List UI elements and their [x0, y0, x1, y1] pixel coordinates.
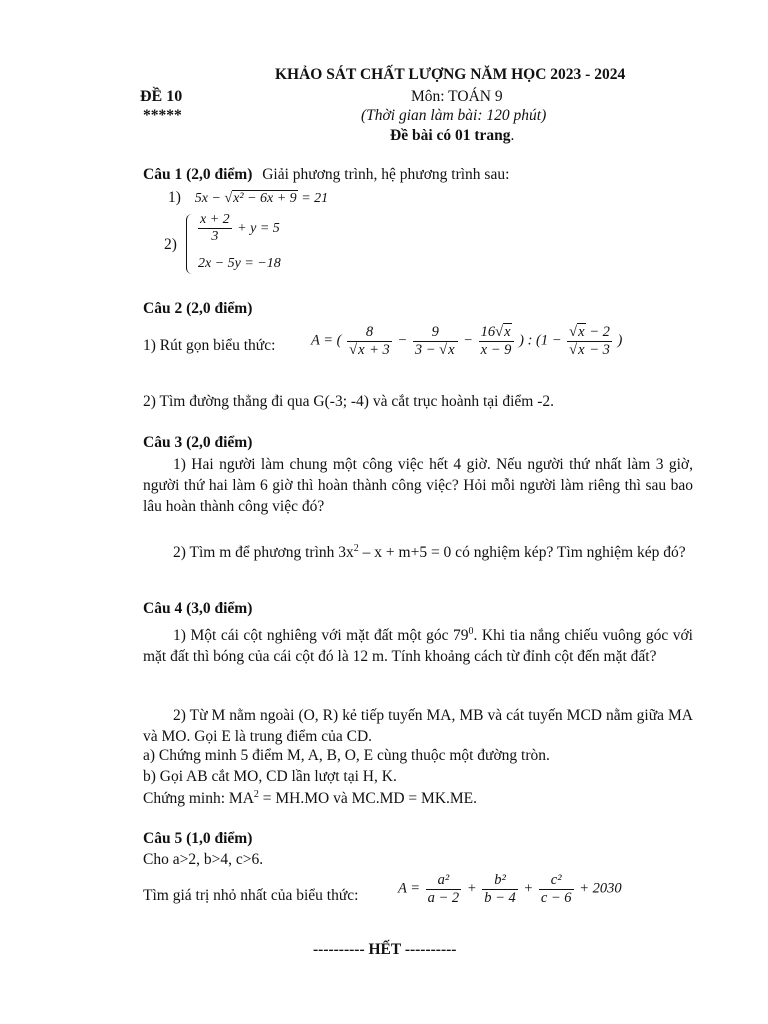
q2-f4-den-rest: − 3	[585, 341, 610, 358]
q2-f3-num-pre: 16	[480, 324, 496, 340]
q5-f1-den: a − 2	[427, 889, 460, 906]
q1-eq-lhs: 5x −	[194, 191, 225, 206]
q4-part2-text: 2) Từ M nằm ngoài (O, R) kẻ tiếp tuyến MA, MB và cát tuyến MCD nằm giữa MA và MO. Gọi E là trung điểm của CD.	[143, 707, 693, 745]
exam-stars: *****	[143, 107, 182, 124]
q5-frac-3	[539, 872, 574, 906]
q5-given: Cho a>2, b>4, c>6.	[143, 851, 264, 868]
q2-f4-den-rad: x	[578, 341, 585, 358]
question-4-heading: Câu 4 (3,0 điểm)	[143, 600, 253, 617]
q5-f2-num: b²	[494, 872, 506, 888]
q2-expression	[311, 324, 622, 358]
q2-f2-num: 9	[431, 324, 439, 340]
q2-f1-den: √x + 3	[349, 341, 390, 358]
q2-minus-1: −	[397, 332, 408, 349]
q1-part1	[168, 189, 328, 207]
q4-part1-b: . Khi tia nắng chiếu vuông góc với mặt đất thì bóng của cái cột đó là 12 m. Tính khoảng cách từ đỉnh cột đến mặt đất?	[143, 627, 693, 666]
q2-frac-1	[347, 324, 392, 358]
q3-part2-b: – x + m+5 = 0 có nghiệm kép? Tìm nghiệm kép đó?	[358, 544, 686, 562]
q1-system-eq1	[196, 212, 280, 245]
q2-f4-num-rad: x	[578, 324, 585, 340]
q2-frac-4	[567, 324, 612, 358]
q4-part1	[143, 621, 693, 667]
q1-part1-number: 1)	[168, 189, 181, 206]
q2-close: )	[617, 332, 623, 349]
q5-frac-1	[426, 872, 462, 906]
q2-f4-num-rest: − 2	[585, 324, 610, 340]
q2-f1-num: 8	[365, 324, 374, 340]
q2-part1-text: 1) Rút gọn biểu thức:	[143, 337, 276, 354]
q5-prompt: Tìm giá trị nhỏ nhất của biểu thức:	[143, 887, 359, 904]
page-count	[390, 127, 514, 145]
q4-proof-b: = MH.MO và MC.MD = MK.ME.	[258, 790, 478, 808]
q2-a-eq: A = (	[311, 332, 342, 349]
q3-part2	[143, 538, 693, 563]
page-count-dot: .	[510, 127, 515, 144]
q2-f4-num: √x − 2	[569, 324, 610, 340]
end-marker: ---------- HẾT ----------	[313, 941, 457, 958]
q4-part1-sup: 0	[468, 626, 474, 637]
q1-prompt: Giải phương trình, hệ phương trình sau:	[262, 166, 510, 183]
q2-mid: ) : (1 −	[519, 332, 562, 349]
q1-eq1-rest: + y = 5	[237, 220, 280, 236]
q2-f2-den-rad: x	[448, 341, 455, 358]
q1-frac-den: 3	[198, 228, 232, 245]
time-limit: (Thời gian làm bài: 120 phút)	[361, 107, 547, 124]
q1-fraction	[198, 212, 232, 245]
q5-f3-den: c − 6	[540, 889, 572, 906]
exam-code: ĐỀ 10	[140, 88, 183, 105]
q2-f3-num: 16√x	[480, 324, 511, 340]
q1-title: Câu 1 (2,0 điểm)	[143, 166, 253, 183]
q5-f1-num: a²	[437, 872, 450, 888]
q1-part2-number: 2)	[164, 236, 177, 253]
q5-tail: + 2030	[579, 880, 622, 897]
q5-plus-2: +	[523, 880, 534, 897]
question-5-heading: Câu 5 (1,0 điểm)	[143, 830, 253, 847]
q5-frac-2	[482, 872, 518, 906]
q1-eq-radicand: x² − 6x + 9	[233, 191, 297, 206]
q5-expression	[398, 872, 622, 906]
q2-f3-num-rad: x	[504, 324, 511, 340]
q4-proof-a: Chứng minh: MA	[143, 790, 254, 808]
q5-f2-den: b − 4	[484, 889, 516, 906]
q2-frac-2	[413, 324, 458, 358]
q2-f2-den-pre: 3 −	[414, 341, 440, 358]
q1-eq-rhs: = 21	[297, 191, 329, 206]
q2-f1-den-rest: + 3	[365, 341, 390, 358]
q1-system-eq2: 2x − 5y = −18	[198, 256, 281, 271]
q2-f2-den: 3 − √x	[413, 341, 458, 359]
page-count-text: Đề bài có 01 trang	[390, 127, 511, 144]
question-3-heading: Câu 3 (2,0 điểm)	[143, 434, 253, 451]
exam-title: KHẢO SÁT CHẤT LƯỢNG NĂM HỌC 2023 - 2024	[275, 66, 626, 83]
q5-f3-num: c²	[550, 872, 562, 888]
q4-part1-a: 1) Một cái cột nghiêng với mặt đất một góc 79	[173, 627, 469, 645]
q2-f4-den: √x − 3	[569, 341, 610, 358]
q3-part2-sup: 2	[353, 543, 359, 554]
q3-part2-a: 2) Tìm m để phương trình 3x	[173, 544, 354, 562]
q4-part-b: b) Gọi AB cắt MO, CD lần lượt tại H, K.	[143, 768, 397, 785]
q1-frac-num: x + 2	[200, 212, 230, 227]
q2-f3-den: x − 9	[479, 341, 514, 359]
q2-f1-den-rad: x	[358, 341, 365, 358]
q4-proof-sup: 2	[253, 789, 259, 800]
q4-proof-line	[143, 789, 477, 808]
question-1-heading	[143, 166, 509, 184]
q2-minus-2: −	[463, 332, 473, 349]
q5-a-eq: A =	[398, 880, 421, 897]
q2-part2-text: 2) Tìm đường thẳng đi qua G(-3; -4) và cắt trục hoành tại điểm -2.	[143, 393, 555, 410]
question-2-heading: Câu 2 (2,0 điểm)	[143, 300, 253, 317]
subject-line: Môn: TOÁN 9	[411, 88, 503, 105]
q4-part-a: a) Chứng minh 5 điểm M, A, B, O, E cùng thuộc một đường tròn.	[143, 747, 550, 764]
system-brace	[186, 214, 195, 274]
q1-equation: 5x − √x² − 6x + 9 = 21	[194, 191, 329, 206]
q2-frac-3	[479, 324, 514, 358]
q5-plus-1: +	[466, 880, 477, 897]
q3-part1-text: 1) Hai người làm chung một công việc hết 4 giờ. Nếu người thứ nhất làm 3 giờ, người thứ hai làm 6 giờ thì hoàn thành công việc? Hỏi mỗi người làm riêng thì sau bao lâu hoàn thành công việc đó?	[143, 456, 693, 515]
